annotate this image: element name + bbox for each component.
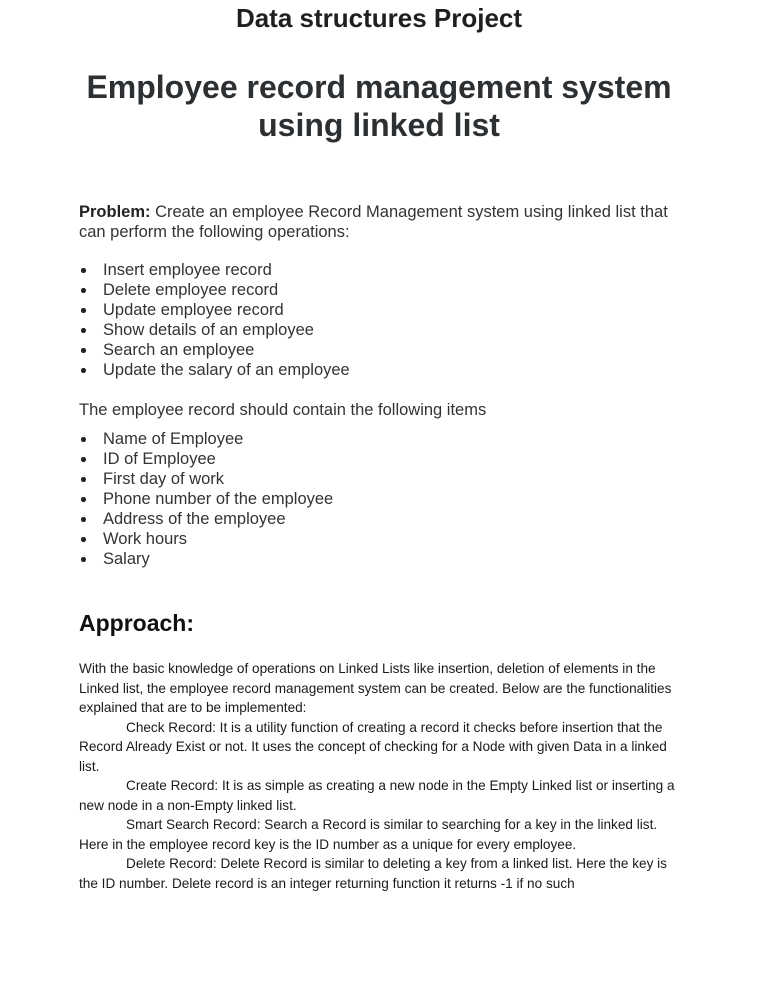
- operation-item: Search an employee: [79, 340, 350, 360]
- page-header: Data structures Project: [235, 3, 523, 33]
- problem-text: Create an employee Record Management system using linked list that can perform the following operations:: [79, 203, 668, 241]
- record-item: Salary: [79, 549, 333, 569]
- record-item: Phone number of the employee: [79, 489, 333, 509]
- approach-paragraph: Check Record: It is a utility function of creating a record it checks before insertion that the Record Already Exist or not. It uses the concept of checking for a Node with given Data in a linked list.: [79, 719, 667, 774]
- record-item: ID of Employee: [79, 449, 333, 469]
- operations-list: [79, 260, 350, 380]
- operation-item: Update employee record: [79, 300, 350, 320]
- approach-paragraph: Delete Record: Delete Record is similar to deleting a key from a linked list. Here the key is the ID number. Delete record is an integer returning function it returns -1 if no such: [79, 856, 667, 891]
- document-title: [0, 68, 758, 144]
- approach-paragraph: Create Record: It is as simple as creating a new node in the Empty Linked list or inserting a new node in a non-Empty linked list.: [79, 778, 675, 813]
- approach-heading: Approach:: [79, 610, 194, 636]
- approach-section: [79, 659, 675, 893]
- operation-item: Insert employee record: [79, 260, 350, 280]
- approach-paragraph: With the basic knowledge of operations on Linked Lists like insertion, deletion of elements in the Linked list, the employee record management system can be created. Below are the functionalities explained that are to be implemented:: [79, 661, 672, 715]
- document-title-line-1: Employee record management system: [86, 69, 672, 105]
- problem-label: Problem:: [79, 203, 151, 221]
- operation-item: Update the salary of an employee: [79, 360, 350, 380]
- record-items-list: [79, 429, 333, 569]
- record-item: Work hours: [79, 529, 333, 549]
- operation-item: Delete employee record: [79, 280, 350, 300]
- record-item: First day of work: [79, 469, 333, 489]
- approach-paragraph: Smart Search Record: Search a Record is similar to searching for a key in the linked list. Here in the employee record key is the ID number as a unique for every employee.: [79, 817, 658, 852]
- problem-statement: [79, 202, 689, 242]
- items-intro: The employee record should contain the following items: [79, 401, 487, 419]
- document-title-line-2: using linked list: [258, 107, 500, 143]
- operation-item: Show details of an employee: [79, 320, 350, 340]
- record-item: Name of Employee: [79, 429, 333, 449]
- record-item: Address of the employee: [79, 509, 333, 529]
